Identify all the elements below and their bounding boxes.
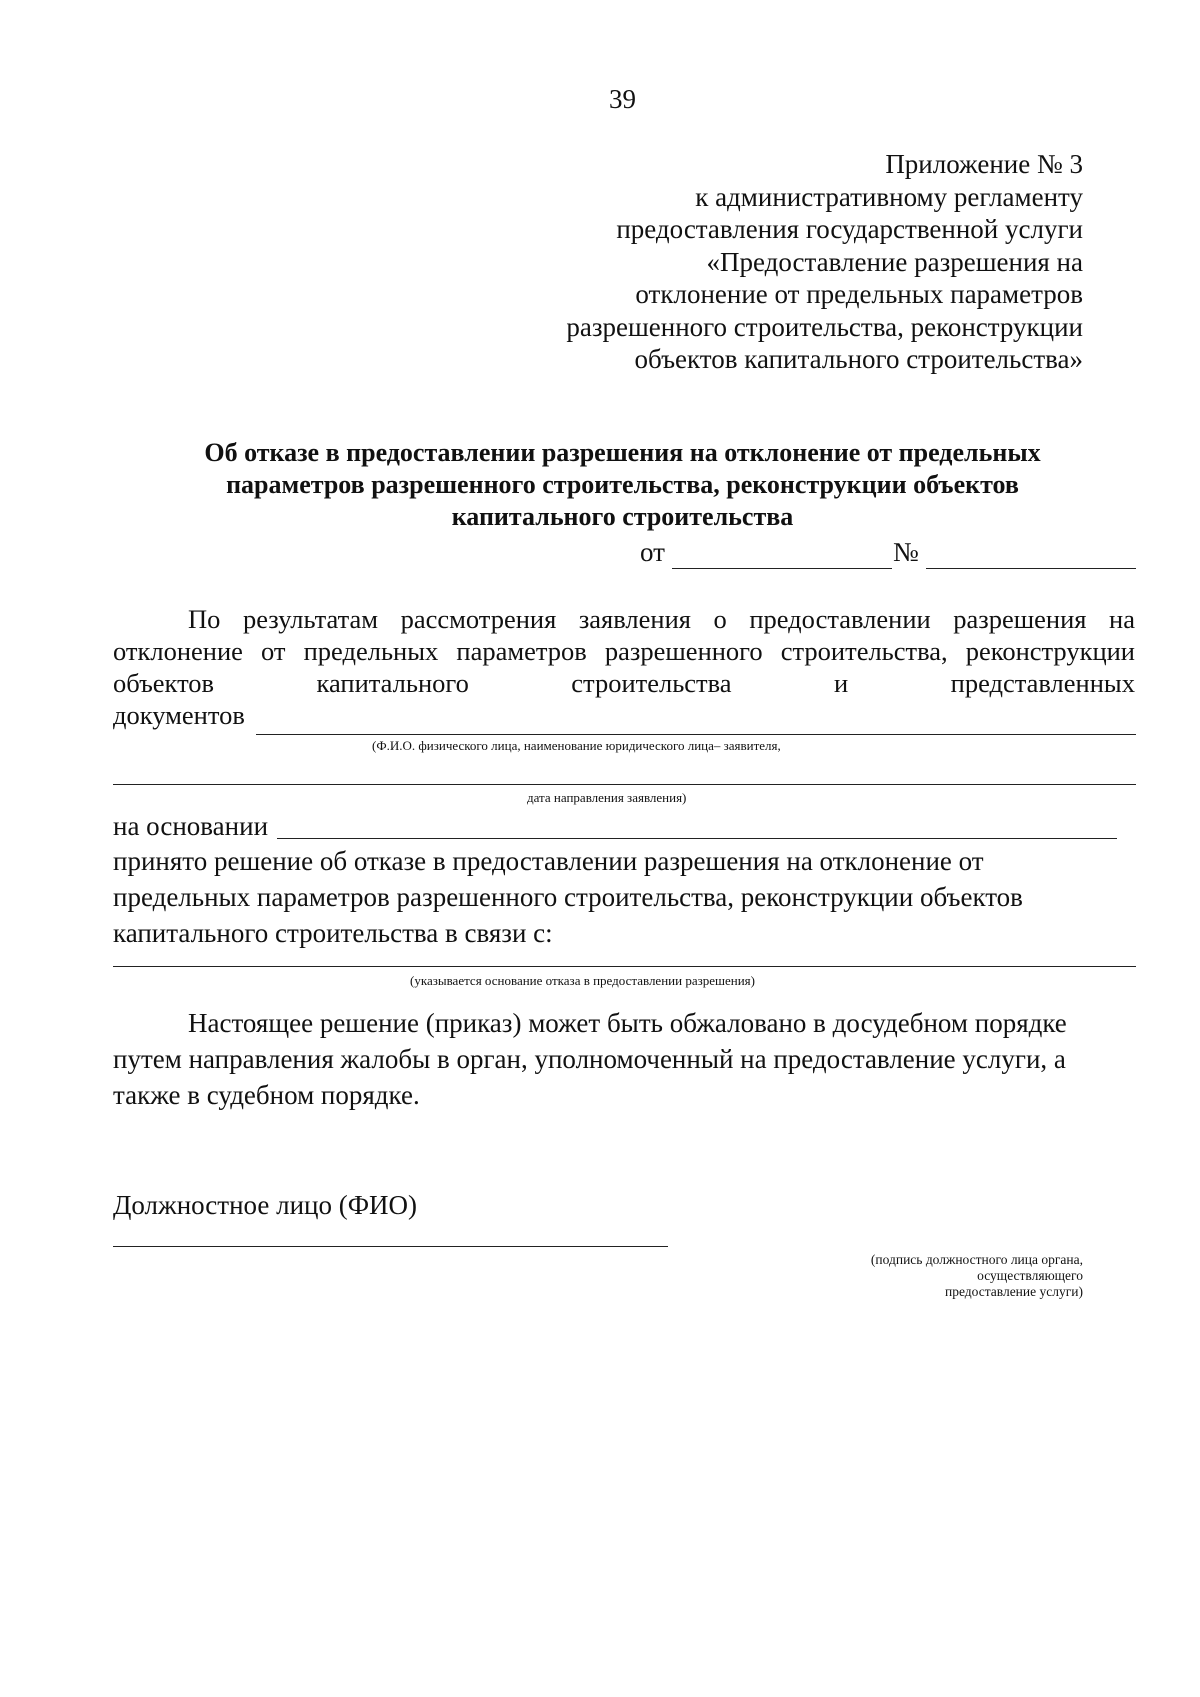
appendix-line: разрешенного строительства, реконструкции	[566, 311, 1083, 342]
title-line: параметров разрешенного строительства, реконструкции объектов	[226, 470, 1019, 499]
text-line: путем направления жалобы в орган, уполномоченный на предоставление услуги, а	[113, 1044, 1066, 1074]
text-line: принято решение об отказе в предоставлении разрешения на отклонение от	[113, 846, 984, 876]
text-line: капитального строительства в связи с:	[113, 918, 553, 948]
text-line: предельных параметров разрешенного строительства, реконструкции объектов	[113, 882, 1023, 912]
para-line-justified	[113, 667, 1135, 699]
appendix-line: к административному регламенту	[695, 181, 1083, 212]
signature-caption	[871, 1252, 1083, 1300]
caption-line: (подпись должностного лица органа,	[870, 1252, 1083, 1267]
title-line: Об отказе в предоставлении разрешения на отклонение от предельных	[204, 438, 1041, 467]
applicant-field-line[interactable]	[256, 734, 1136, 735]
signature-line[interactable]	[113, 1246, 668, 1247]
word: объектов	[113, 668, 215, 698]
text-line: Должностное лицо (ФИО)	[113, 1190, 418, 1220]
reason-field-line[interactable]	[113, 966, 1136, 967]
text-line: документов	[113, 700, 245, 730]
applicant-field-line-2[interactable]	[113, 784, 1136, 785]
word: капитального	[316, 668, 469, 698]
paragraph-consideration	[113, 603, 1135, 731]
appendix-line: Приложение № 3	[885, 149, 1083, 179]
appendix-header	[566, 148, 1083, 376]
text-line: отклонение от предельных параметров разрешенного строительства, реконструкции	[113, 636, 1135, 666]
text-line: также в судебном порядке.	[113, 1080, 420, 1110]
basis-label: на основании	[113, 811, 269, 841]
text-line: Настоящее решение (приказ) может быть обжаловано в досудебном порядке	[188, 1008, 1067, 1038]
caption-line: предоставление услуги)	[944, 1284, 1083, 1299]
document-title	[110, 437, 1135, 533]
caption-reason: (указывается основание отказа в предоставлении разрешения)	[410, 973, 755, 988]
page-number: 39	[609, 84, 636, 114]
title-line: капитального строительства	[451, 502, 794, 531]
word: строительства	[571, 668, 732, 698]
date-number-row	[0, 537, 1200, 573]
number-field-line[interactable]	[926, 568, 1136, 569]
date-field-line[interactable]	[672, 568, 892, 569]
official-label	[113, 1188, 417, 1223]
para-line	[113, 603, 1135, 635]
caption-applicant: (Ф.И.О. физического лица, наименование юридического лица– заявителя,	[372, 738, 781, 753]
appendix-line: предоставления государственной услуги	[616, 214, 1083, 244]
text-line: По результатам рассмотрения заявления о предоставлении разрешения на	[188, 604, 1135, 634]
word: представленных	[950, 668, 1135, 698]
word: и	[834, 668, 849, 698]
decision-text	[113, 843, 1023, 951]
paragraph-appeal	[113, 1005, 1067, 1113]
appendix-line: «Предоставление разрешения на	[706, 246, 1083, 277]
appendix-line: объектов капитального строительства»	[634, 344, 1083, 374]
number-label: №	[893, 537, 919, 567]
from-label: от	[640, 537, 665, 567]
caption-line: осуществляющего	[977, 1268, 1083, 1283]
caption-date: дата направления заявления)	[527, 790, 687, 805]
basis-field-line[interactable]	[277, 838, 1117, 839]
appendix-line: отклонение от предельных параметров	[635, 279, 1083, 309]
